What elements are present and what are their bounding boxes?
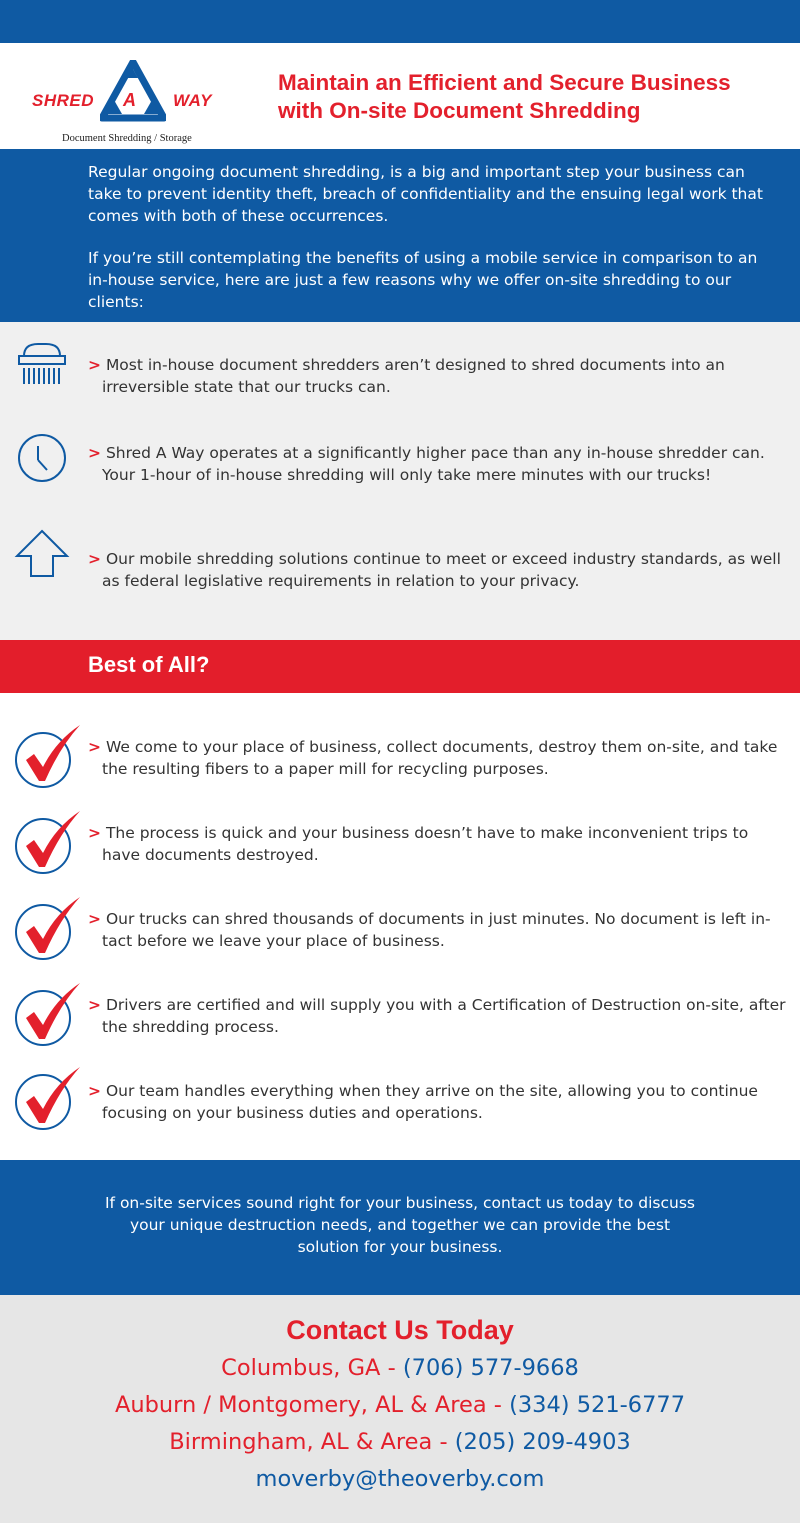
contact-section bbox=[0, 1295, 800, 1523]
logo-word-shred: SHRED bbox=[32, 91, 95, 110]
call-to-action-section bbox=[0, 1160, 800, 1295]
benefit-item bbox=[0, 895, 800, 965]
contact-line-auburn bbox=[0, 1392, 800, 1418]
benefit-text-content: We come to your place of business, collect documents, destroy them on-site, and take the resulting fibers to a paper mill for recycling purposes. bbox=[102, 738, 778, 778]
checkmark-icon bbox=[12, 809, 84, 875]
checkmark-icon bbox=[12, 895, 84, 961]
bullet-marker: > bbox=[88, 824, 101, 842]
headline-line-1: Maintain an Efficient and Secure Business bbox=[278, 70, 731, 95]
contact-separator: - bbox=[432, 1429, 455, 1455]
checkmark-icon bbox=[12, 981, 84, 1047]
reason-text-content: Most in-house document shredders aren’t designed to shred documents into an irreversible state that our trucks can. bbox=[102, 356, 725, 396]
reason-text bbox=[88, 354, 788, 398]
benefit-text bbox=[88, 994, 788, 1038]
benefit-text-content: Our trucks can shred thousands of documents in just minutes. No document is left in-tact before we leave your place of business. bbox=[102, 910, 771, 950]
logo-word-way: WAY bbox=[173, 91, 212, 110]
bullet-marker: > bbox=[88, 550, 101, 568]
benefit-text bbox=[88, 1080, 788, 1124]
page-headline bbox=[278, 69, 793, 125]
phone-link[interactable]: (334) 521-6777 bbox=[509, 1392, 686, 1418]
phone-link[interactable]: (205) 209-4903 bbox=[454, 1429, 631, 1455]
reason-text-content: Shred A Way operates at a significantly higher pace than any in-house shredder can. Your 1-hour of in-house shredding will only take mere minutes with our trucks! bbox=[102, 444, 765, 484]
benefit-item bbox=[0, 1065, 800, 1135]
header bbox=[0, 43, 800, 149]
benefit-text-content: Our team handles everything when they arrive on the site, allowing you to continue focusing on your business duties and operations. bbox=[102, 1082, 758, 1122]
benefit-item bbox=[0, 809, 800, 879]
shred-a-way-logo[interactable] bbox=[30, 61, 230, 151]
bullet-marker: > bbox=[88, 910, 101, 928]
headline-line-2: with On-site Document Shredding bbox=[278, 98, 641, 123]
up-arrow-icon bbox=[14, 526, 70, 582]
intro-paragraph-1: Regular ongoing document shredding, is a big and important step your business can take to prevent identity theft, breach of confidentiality and the ensuing legal work that comes with both of these occurrences. bbox=[88, 163, 763, 225]
intro-section bbox=[0, 149, 800, 322]
checkmark-icon bbox=[12, 1065, 84, 1131]
contact-location: Auburn / Montgomery, AL & Area bbox=[114, 1392, 487, 1418]
reason-text-content: Our mobile shredding solutions continue to meet or exceed industry standards, as well as federal legislative requirements in relation to your privacy. bbox=[102, 550, 781, 590]
top-bar bbox=[0, 0, 800, 43]
bullet-marker: > bbox=[88, 996, 101, 1014]
intro-paragraph-2: If you’re still contemplating the benefits of using a mobile service in comparison to an in-house service, here are just a few reasons why we offer on-site shredding to our clients: bbox=[88, 249, 758, 311]
reason-text bbox=[88, 442, 788, 486]
clock-icon bbox=[14, 430, 70, 486]
bullet-marker: > bbox=[88, 1082, 101, 1100]
bullet-marker: > bbox=[88, 738, 101, 756]
logo-subtitle: Document Shredding / Storage bbox=[62, 133, 192, 144]
bullet-marker: > bbox=[88, 444, 101, 462]
benefit-text bbox=[88, 822, 788, 866]
contact-line-birmingham bbox=[0, 1429, 800, 1455]
benefit-text-content: The process is quick and your business doesn’t have to make inconvenient trips to have documents destroyed. bbox=[102, 824, 749, 864]
benefits-section bbox=[0, 693, 800, 1160]
phone-link[interactable]: (706) 577-9668 bbox=[402, 1355, 579, 1381]
benefit-text bbox=[88, 908, 788, 952]
best-of-all-banner bbox=[0, 640, 800, 693]
contact-title: Contact Us Today bbox=[286, 1315, 514, 1345]
best-of-all-heading: Best of All? bbox=[88, 652, 210, 677]
checkmark-icon bbox=[12, 723, 84, 789]
benefit-item bbox=[0, 723, 800, 793]
contact-separator: - bbox=[486, 1392, 510, 1418]
contact-location: Columbus, GA bbox=[221, 1355, 381, 1381]
benefit-text-content: Drivers are certified and will supply you with a Certification of Destruction on-site, after the shredding process. bbox=[102, 996, 786, 1036]
logo-word-a: A bbox=[123, 90, 137, 110]
reasons-section bbox=[0, 322, 800, 640]
reason-text bbox=[88, 548, 788, 592]
contact-separator: - bbox=[380, 1355, 403, 1381]
cta-text: If on-site services sound right for your business, contact us today to discuss your unique destruction needs, and together we can provide the best solution for your business. bbox=[104, 1194, 695, 1256]
contact-location: Birmingham, AL & Area bbox=[169, 1429, 433, 1455]
contact-line-columbus bbox=[0, 1355, 800, 1381]
email-link[interactable]: moverby@theoverby.com bbox=[255, 1466, 545, 1492]
benefit-text bbox=[88, 736, 788, 780]
benefit-item bbox=[0, 981, 800, 1051]
shredder-icon bbox=[14, 340, 70, 396]
bullet-marker: > bbox=[88, 356, 101, 374]
